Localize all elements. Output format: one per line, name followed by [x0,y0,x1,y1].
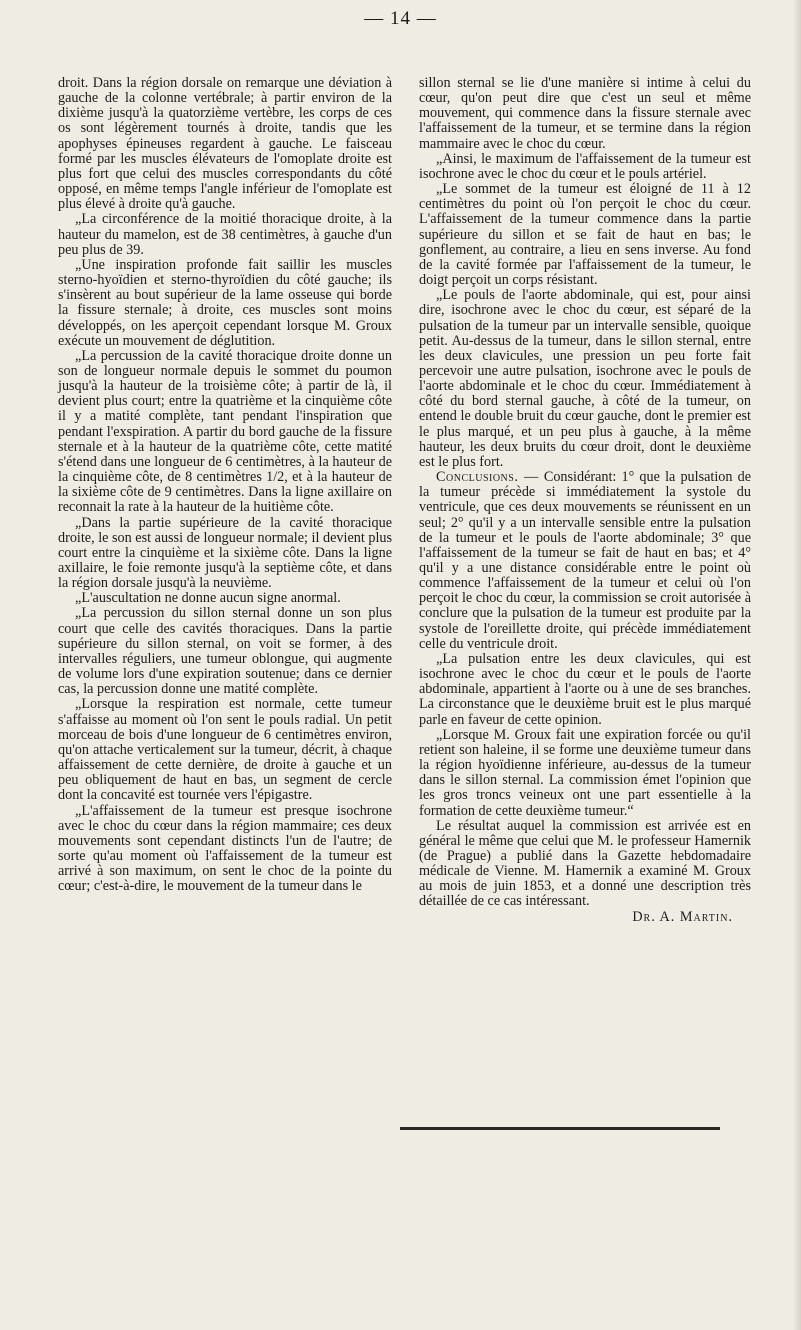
signature: Dr. A. Martin. [632,908,733,925]
paragraph: „L'affaissement de la tumeur est presque isochrone avec le choc du cœur dans la région mammaire; ces deux mouvements sont cependant distincts l'un de l'autre; de sorte qu'au moment où l'affaissement de la tumeur est arrivé à son maximum, on sent le choc de la pointe du cœur; c'est-à-dire, le mouvement de la tumeur dans le [58,802,392,895]
page-number: — 14 — [364,8,437,29]
paragraph: „Dans la partie supérieure de la cavité thoracique droite, le son est aussi de longueur normale; il devient plus court entre la cinquième et la sixième côte. Dans la ligne axillaire, le foie remonte jusqu'à la septième côte, et dans la région dorsale jusqu'à la neuvième. [58,514,392,592]
paragraph: „Le sommet de la tumeur est éloigné de 11 à 12 centimètres du point où l'on perçoit le choc du cœur. L'affaissement de la tumeur commence dans la partie supérieure du sillon et se fait de haut en bas; le gonflement, au contraire, a lieu en sens inverse. Au fond de la cavité formée par l'affaissement de la tumeur, le doigt perçoit un corps résistant. [419,181,751,289]
paragraph: „L'auscultation ne donne aucun signe anormal. [75,590,341,607]
paragraph: „Lorsque la respiration est normale, cette tumeur s'affaisse au moment où l'on sent le pouls radial. Un petit morceau de bois d'une longueur de 6 centimètres environ, qu'on attache verticalement sur la tumeur, décrit, à chaque affaissement de cette dernière, de droite à gauche et un peu obliquement de haut en bas, un segment de cercle dont la concavité est tournée vers l'épigastre. [58,696,392,804]
paragraph: „La pulsation entre les deux clavicules, qui est isochrone avec le choc du cœur et le pouls de l'aorte abdominale, appartient à l'aorte ou à une de ses branches. La circonstance que le deuxième bruit est le plus marqué parle en faveur de cette opinion. [419,650,751,728]
paragraph: „Le pouls de l'aorte abdominale, qui est, pour ainsi dire, isochrone avec le choc du cœur, est séparé de la pulsation de la tumeur par un intervalle sensible, quoique petit. Au-dessus de la tumeur, dans le sillon sternal, entre les deux clavicules, une pression un peu forte fait percevoir une autre pulsation, isochrone avec le pouls de l'aorte abdominale et le choc du cœur. Immédiatement à côté du bord sternal gauche, à côté de la tumeur, on entend le double bruit du cœur gauche, dont le premier est le plus marqué, et un peu plus à gauche, à la même hauteur, les deux bruits du cœur droit, dont le deuxième est le plus fort. [419,287,751,470]
paragraph: „La percussion de la cavité thoracique droite donne un son de longueur normale depuis le sommet du poumon jusqu'à la hauteur de la troisième côte; à partir de là, il devient plus court; entre la quatrième et la cinquième côte il y a matité complète, tant pendant l'inspiration que pendant l'exspiration. A partir du bord gauche de la fissure sternale et à la hauteur de la quatrième côte, cette matité s'étend dans une longueur de 6 centimètres, à la hauteur de la cinquième côte, de 8 centimètres 1/2, et à la hauteur de la sixième côte de 9 centimètres. Dans la ligne axillaire on reconnait la rate à la hauteur de la huitième côte. [58,347,392,516]
paragraph: „Lorsque M. Groux fait une expiration forcée ou qu'il retient son haleine, il se forme une deuxième tumeur dans la région hyoïdienne inférieure, au-dessus de la tumeur dans le sillon sternal. La commission émet l'opinion que les gros troncs veineux ont une part essentielle à la formation de cette deuxième tumeur.“ [419,726,751,819]
page-edge [793,0,801,1330]
paragraph: „Une inspiration profonde fait saillir les muscles sterno-hyoïdien et sterno-thyroïdien du côté gauche; ils s'insèrent au bout supérieur de la lame osseuse qui borde la fissure sternale; à droite, ces muscles sont moins développés, on les aperçoit cependant lorsque M. Groux exécute un mouvement de déglutition. [58,256,392,349]
paragraph: „Ainsi, le maximum de l'affaissement de la tumeur est isochrone avec le choc du cœur et le pouls artériel. [419,150,751,182]
left-column [58,76,392,894]
conclusions-paragraph [419,470,751,652]
conclusions-text: Considérant: 1° que la pulsation de la tumeur précède si immédiatement la systole du ventricule, que ces deux mouvements se réunissent en un seul; 2° qu'il y a un intervalle sensible entre la pulsation de la tumeur et le pouls de l'aorte abdominale; 3° que l'affaissement de la tumeur se fait de haut en bas; et 4° qu'il y a une distance considérable entre le point où commence l'affaissement de la tumeur et celui où l'on perçoit le choc du cœur, la commission se croit autorisée à conclure que la pulsation de la tumeur est produite par la systole de l'oreillette droite, qui précède immédiatement celle du ventricule droit. [419,469,752,652]
paragraph: „La percussion du sillon sternal donne un son plus court que celle des cavités thoraciques. Dans la partie supérieure du sillon sternal, on voit se former, à des intervalles réguliers, une tumeur oblongue, qui augmente de volume lors d'une expiration soutenue; dans ce dernier cas, la percussion donne une matité complète. [58,605,392,698]
right-column [419,76,751,925]
paragraph: droit. Dans la région dorsale on remarque une déviation à gauche de la colonne vertébrale; à partir environ de la dixième jusqu'à la quatorzième vertèbre, les corps de ces os sont légèrement tournés à droite, tandis que les apophyses épineuses regardent à gauche. Le faisceau formé par les muscles élévateurs de l'omoplate droite est plus fort que celui des muscles correspondants du côté opposé, en même temps l'angle inférieur de l'omoplate est plus élevé à droite qu'à gauche. [58,75,392,213]
paragraph: sillon sternal se lie d'une manière si intime à celui du cœur, qu'on peut dire que c'est un seul et même mouvement, qui commence dans la fissure sternale avec l'affaissement de la tumeur, et se termine dans la région mammaire avec le choc du cœur. [419,75,751,152]
paragraph: „La circonférence de la moitié thoracique droite, à la hauteur du mamelon, est de 38 centimètres, à gauche d'un peu plus de 39. [58,211,392,258]
paragraph: Le résultat auquel la commission est arrivée est en général le même que celui que M. le professeur Hamernik (de Prague) a publié dans la Gazette hebdomadaire médicale de Vienne. M. Hamernik a examiné M. Groux au mois de juin 1853, et a donné une description très détaillée de ce cas intéressant. [419,817,751,910]
conclusions-label: Conclusions. — [436,469,539,486]
end-rule [400,1127,720,1130]
